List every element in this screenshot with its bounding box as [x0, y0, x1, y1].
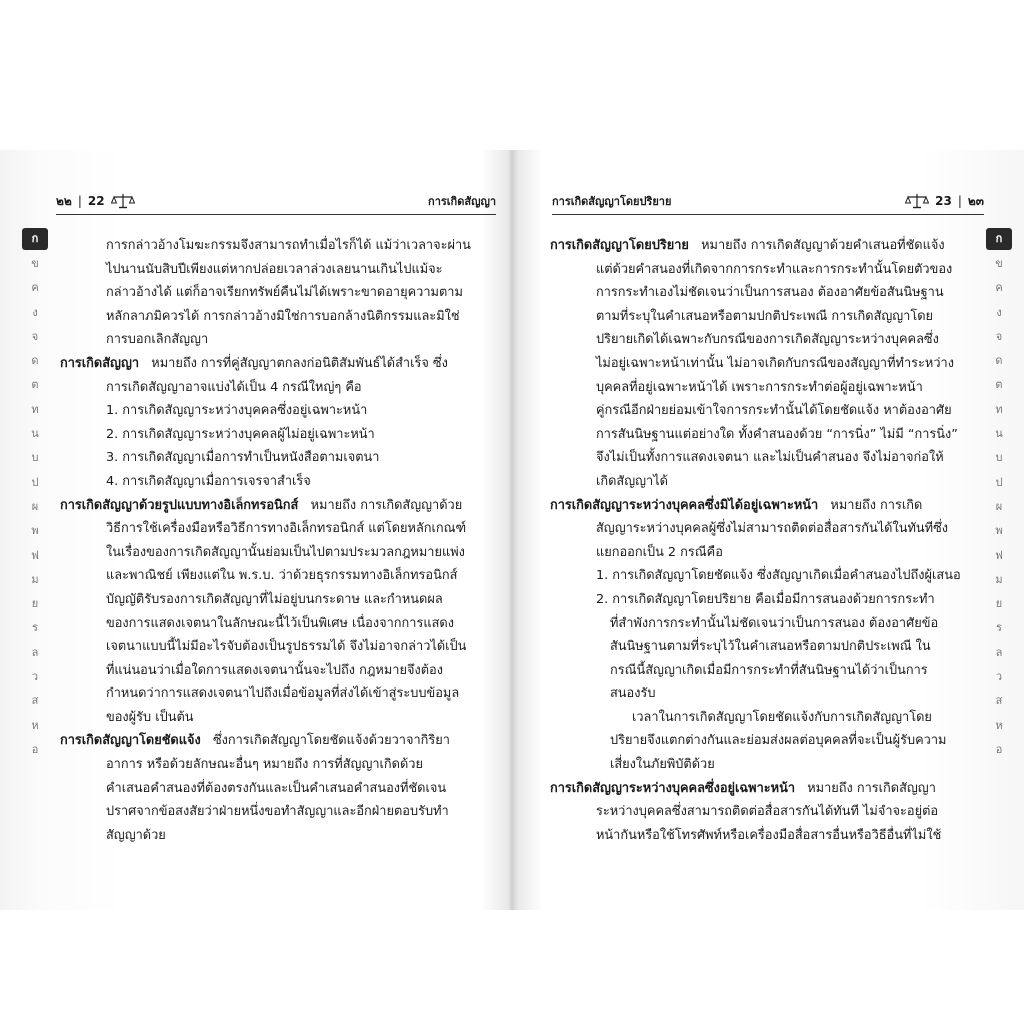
thumb-tab: อ: [31, 742, 39, 756]
text-line: สันนิษฐานตามที่ระบุไว้ในคำเสนอหรือตามปกติประเพณี ใน: [610, 639, 931, 655]
thumb-tab: น: [31, 427, 39, 441]
thumb-tab: ด: [31, 354, 39, 368]
thumb-tab: ส: [31, 694, 39, 708]
text-line: และพาณิชย์ เพียงแต่ใน พ.ร.บ. ว่าด้วยธุรกรรมทางอิเล็กทรอนิกส์: [106, 568, 458, 584]
term-heading: การเกิดสัญญาโดยปริยาย: [550, 238, 689, 253]
running-title: การเกิดสัญญาโดยปริยาย: [552, 195, 672, 208]
thumb-tab: ข: [995, 257, 1003, 270]
thumb-tab: ม: [31, 572, 39, 586]
page-number-thai: ๒๓: [967, 193, 984, 208]
thumb-tab: บ: [31, 451, 39, 465]
thumb-tab: ม: [995, 572, 1003, 586]
definition-line: การเกิดสัญญา หมายถึง การที่คู่สัญญาตกลงก่อนิติสัมพันธ์ได้สำเร็จ ซึ่ง: [60, 355, 448, 371]
thumb-tab: น: [995, 427, 1003, 441]
text-line: การกระทำเองไม่ชัดเจนว่าเป็นการสนอง ต้องอาศัยข้อสันนิษฐาน: [596, 285, 944, 301]
text-line: เจตนาแบบนี้ไม่มีอะไรจับต้องเป็นรูปธรรมได้ จึงไม่อาจกล่าวได้เป็น: [106, 639, 467, 655]
text-line: ปราศจากข้อสงสัยว่าฝ่ายหนึ่งขอทำสัญญาและอีกฝ่ายตอบรับทำ: [106, 804, 449, 820]
thumb-tab: ข: [31, 257, 39, 270]
thumb-index-tabs: [24, 228, 46, 762]
text-line: เวลาในการเกิดสัญญาโดยชัดแจ้งกับการเกิดสัญญาโดย: [632, 709, 932, 725]
term-heading: การเกิดสัญญาด้วยรูปแบบทางอิเล็กทรอนิกส์: [60, 497, 299, 513]
thumb-tab: ร: [996, 621, 1002, 635]
right-page-body: [550, 234, 990, 847]
text-line: ตามที่ระบุในคำเสนอหรือตามปกติประเพณี การเกิดสัญญาโดย: [596, 308, 934, 324]
text-line: กล่าวอ้างได้ แต่ก็อาจเรียกทรัพย์คืนไม่ได้เพราะขาดอายุความตาม: [106, 285, 463, 301]
thumb-tab: ค: [31, 281, 39, 295]
thumb-tab: ฟ: [995, 548, 1003, 562]
left-page: [0, 150, 510, 910]
thumb-tab: ล: [31, 645, 39, 659]
left-page-header: [56, 190, 496, 212]
term-heading: การเกิดสัญญา: [60, 355, 140, 371]
text-line: ปริยายจึงแตกต่างกันและย่อมส่งผลต่อบุคคลที่จะเป็นผู้รับความ: [610, 733, 947, 749]
thumb-tab: ก: [986, 228, 1012, 250]
list-item: 4. การเกิดสัญญาเมื่อการเจรจาสำเร็จ: [106, 473, 311, 489]
text-line: สนองรับ: [610, 686, 656, 702]
thumb-tab: ท: [31, 402, 39, 416]
thumb-tab: ว: [31, 670, 39, 684]
text-line: ในเรื่องของการเกิดสัญญานั้นย่อมเป็นไปตามประมวลกฎหมายแพ่ง: [106, 544, 465, 560]
thumb-tab: ร: [32, 621, 38, 635]
book-spread: [0, 150, 1024, 910]
thumb-tab: ท: [995, 402, 1003, 416]
text-line: สัญญาด้วย: [106, 827, 166, 843]
text-line: เสี่ยงในภัยพิบัติด้วย: [610, 757, 715, 773]
thumb-tab: ล: [995, 645, 1003, 659]
thumb-tab: ค: [995, 281, 1003, 295]
text-line: แต่ด้วยคำสนองที่เกิดจากการกระทำและการกระทำนั้นโดยตัวของ: [596, 261, 953, 277]
definition-line: การเกิดสัญญาโดยชัดแจ้ง ซึ่งการเกิดสัญญาโดยชัดแจ้งด้วยวาจากิริยา: [60, 733, 450, 749]
thumb-tab: ง: [32, 305, 38, 319]
text-line: บัญญัติรับรองการเกิดสัญญาที่ไม่อยู่บนกระดาษ และกำหนดผล: [106, 591, 443, 607]
text-line: สัญญาระหว่างบุคคลผู้ซึ่งไม่สามารถติดต่อสื่อสารกันได้ในทันทีซึ่ง: [596, 521, 949, 537]
thumb-tab: อ: [995, 742, 1003, 756]
text-line: ไม่อยู่เฉพาะหน้าเท่านั้น ไม่อาจเกิดกับกรณีของสัญญาที่ทำระหว่าง: [596, 355, 954, 371]
right-page: [514, 150, 1024, 910]
thumb-tab: บ: [995, 451, 1003, 465]
thumb-tab: ว: [995, 670, 1003, 684]
thumb-tab: ต: [995, 378, 1003, 392]
thumb-tab: ง: [996, 305, 1002, 319]
text-line: ไปนานนับสิบปีเพียงแต่หากปล่อยเวลาล่วงเลยนานเกินไปแม้จะ: [106, 261, 443, 277]
right-page-header: [552, 190, 984, 212]
definition-line: การเกิดสัญญาโดยปริยาย หมายถึง การเกิดสัญญาด้วยคำเสนอที่ชัดแจ้ง: [550, 238, 945, 253]
running-title: การเกิดสัญญา: [428, 195, 496, 208]
text-line: ที่สำพังการกระทำนั้นไม่ชัดเจนว่าเป็นการสนอง ต้องอาศัยข้อ: [610, 615, 939, 631]
page-number-thai: ๒๒: [56, 193, 72, 208]
thumb-tab: พ: [31, 524, 39, 538]
text-line: อาการ หรือด้วยลักษณะอื่นๆ หมายถึง การที่สัญญาเกิดด้วย: [106, 757, 423, 773]
thumb-tab: ย: [31, 597, 39, 611]
thumb-tab: จ: [31, 329, 39, 343]
thumb-tab: ผ: [995, 499, 1003, 513]
header-rule: [56, 214, 496, 215]
term-heading: การเกิดสัญญาระหว่างบุคคลซึ่งมิได้อยู่เฉพาะหน้า: [550, 497, 819, 513]
scales-of-justice-icon: [111, 193, 135, 209]
text-line: ระหว่างบุคคลซึ่งสามารถติดต่อสื่อสารกันได้ทันที ไม่จำจะอยู่ต่อ: [596, 804, 939, 820]
page-number-separator: |: [957, 194, 962, 208]
thumb-tab: ห: [31, 718, 39, 732]
text-line: บุคคลที่อยู่เฉพาะหน้าได้ เพราะการกระทำต่อผู้อยู่เฉพาะหน้า: [596, 379, 923, 395]
definition-line: การเกิดสัญญาด้วยรูปแบบทางอิเล็กทรอนิกส์ หมายถึง การเกิดสัญญาด้วย: [60, 497, 463, 513]
scales-of-justice-icon: [905, 193, 929, 209]
thumb-tab: ด: [995, 354, 1003, 368]
text-line: จึงไม่เป็นทั้งการแสดงเจตนา และไม่เป็นคำสนอง จึงไม่อาจก่อให้: [596, 450, 944, 466]
thumb-tab: ห: [995, 718, 1003, 732]
thumb-index-tabs: [988, 228, 1010, 762]
list-item: 2. การเกิดสัญญาระหว่างบุคคลผู้ไม่อยู่เฉพาะหน้า: [106, 426, 375, 442]
text-line: กรณีนี้สัญญาเกิดเมื่อมีการกระทำที่สันนิษฐานได้ว่าเป็นการ: [610, 662, 928, 678]
thumb-tab: ย: [995, 597, 1003, 611]
list-item: 1. การเกิดสัญญาระหว่างบุคคลซึ่งอยู่เฉพาะหน้า: [106, 403, 368, 419]
definition-line: การเกิดสัญญาระหว่างบุคคลซึ่งอยู่เฉพาะหน้า หมายถึง การเกิดสัญญา: [550, 780, 936, 796]
term-heading: การเกิดสัญญาระหว่างบุคคลซึ่งอยู่เฉพาะหน้า: [550, 780, 796, 796]
list-item: 3. การเกิดสัญญาเมื่อการทำเป็นหนังสือตามเจตนา: [106, 450, 380, 466]
text-line: การเกิดสัญญาอาจแบ่งได้เป็น 4 กรณีใหญ่ๆ คือ: [106, 379, 362, 395]
thumb-tab: ผ: [31, 499, 39, 513]
text-line: หลักลาภมิควรได้ การกล่าวอ้างมิใช่การบอกล้างนิติกรรมและมิใช่: [106, 308, 460, 324]
text-line: เกิดสัญญาได้: [596, 473, 668, 489]
text-line: ของผู้รับ เป็นต้น: [106, 709, 194, 725]
page-number-arabic: 23: [935, 194, 952, 208]
thumb-tab: ฟ: [31, 548, 39, 562]
left-page-body: [60, 234, 500, 847]
text-line: การกล่าวอ้างโมฆะกรรมจึงสามารถทำเมื่อไรก็ได้ แม้ว่าเวลาจะผ่าน: [106, 238, 471, 253]
term-heading: การเกิดสัญญาโดยชัดแจ้ง: [60, 733, 201, 749]
text-line: ของการแสดงเจตนาในลักษณะนี้ไว้เป็นพิเศษ เนื่องจากการแสดง: [106, 615, 454, 631]
page-number-separator: |: [77, 194, 82, 208]
text-line: ที่แน่นอนว่าเมื่อใดการแสดงเจตนานั้นจะไปถึง กฎหมายจึงต้อง: [106, 662, 443, 678]
thumb-tab: ต: [31, 378, 39, 392]
text-line: คู่กรณีอีกฝ่ายย่อมเข้าใจการกระทำนั้นได้โดยชัดแจ้ง หาต้องอาศัย: [596, 403, 952, 419]
thumb-tab: ส: [995, 694, 1003, 708]
text-line: การบอกเลิกสัญญา: [106, 332, 209, 348]
page-number-arabic: 22: [87, 194, 105, 208]
thumb-tab: จ: [995, 329, 1003, 343]
list-item: 1. การเกิดสัญญาโดยชัดแจ้ง ซึ่งสัญญาเกิดเมื่อคำสนองไปถึงผู้เสนอ: [596, 568, 961, 584]
text-line: ปริยายเกิดได้เฉพาะกับกรณีของการเกิดสัญญาระหว่างบุคคลซึ่ง: [596, 332, 939, 348]
text-line: การสันนิษฐานแต่อย่างใด ทั้งคำสนองด้วย “การนิ่ง” ไม่มี “การนิ่ง”: [596, 426, 958, 442]
thumb-tab: ป: [31, 475, 39, 489]
thumb-tab: ป: [995, 475, 1003, 489]
thumb-tab: พ: [995, 524, 1003, 538]
text-line: กำหนดว่าการแสดงเจตนาไปถึงเมื่อข้อมูลที่ส่งได้เข้าสู่ระบบข้อมูล: [106, 686, 460, 702]
thumb-tab: ก: [22, 228, 48, 250]
text-line: หน้ากันหรือใช้โทรศัพท์หรือเครื่องมือสื่อสารอื่นหรือวิธีอื่นที่ไม่ใช้: [596, 827, 942, 843]
text-line: วิธีการใช้เครื่องมือหรือวิธีการทางอิเล็กทรอนิกส์ แต่โดยหลักเกณฑ์: [106, 521, 467, 537]
text-line: คำเสนอคำสนองที่ต้องตรงกันและเป็นคำเสนอคำสนองที่ชัดเจน: [106, 780, 447, 796]
text-line: แยกออกเป็น 2 กรณีคือ: [596, 544, 723, 560]
list-item: 2. การเกิดสัญญาโดยปริยาย คือเมื่อมีการสนองด้วยการกระทำ: [596, 591, 935, 607]
header-rule: [552, 214, 984, 215]
definition-line: การเกิดสัญญาระหว่างบุคคลซึ่งมิได้อยู่เฉพาะหน้า หมายถึง การเกิด: [550, 497, 923, 513]
